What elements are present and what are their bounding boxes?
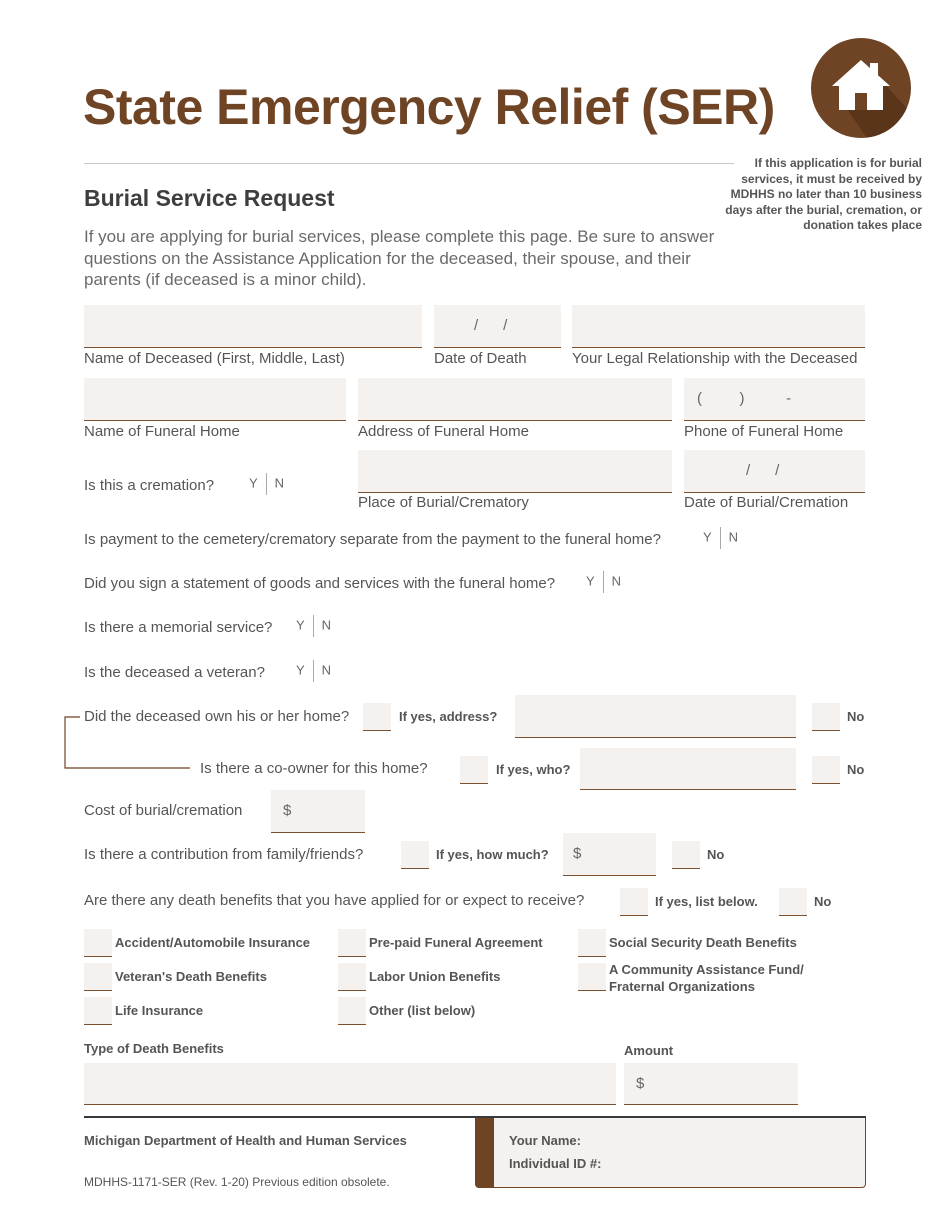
if-yes-list-label: If yes, list below. (655, 894, 758, 909)
type-of-benefits-label: Type of Death Benefits (84, 1041, 224, 1056)
cost-input[interactable] (271, 790, 365, 833)
payment-separate-question: Is payment to the cemetery/crematory separate from the payment to the funeral home? (84, 531, 661, 548)
applicant-id-box[interactable] (475, 1118, 866, 1188)
social-security-label: Social Security Death Benefits (609, 935, 797, 950)
yes-option[interactable]: Y (703, 529, 712, 545)
cremation-question: Is this a cremation? (84, 477, 215, 494)
co-owner-no-label: No (847, 762, 865, 777)
form-title: State Emergency Relief (SER) (83, 79, 775, 135)
accident-insurance-checkbox[interactable] (84, 929, 112, 957)
funeral-home-phone-label: Phone of Funeral Home (684, 423, 844, 440)
prepaid-funeral-label: Pre-paid Funeral Agreement (369, 935, 543, 950)
prepaid-funeral-checkbox[interactable] (338, 929, 366, 957)
funeral-home-address-label: Address of Funeral Home (358, 423, 529, 440)
own-home-no-checkbox[interactable] (812, 703, 840, 731)
agency-name: Michigan Department of Health and Human Services (84, 1133, 407, 1148)
life-insurance-label: Life Insurance (115, 1003, 204, 1018)
cost-question: Cost of burial/cremation (84, 802, 243, 819)
burial-date-input[interactable] (684, 450, 865, 493)
individual-id-label: Individual ID #: (509, 1156, 602, 1171)
death-benefits-no-checkbox[interactable] (779, 888, 807, 916)
date-of-death-input[interactable] (434, 305, 561, 348)
funeral-home-name-input[interactable] (84, 378, 346, 421)
own-home-question: Did the deceased own his or her home? (84, 708, 350, 725)
currency-symbol: $ (573, 845, 582, 862)
co-owner-input[interactable] (580, 748, 796, 790)
own-home-yes-checkbox[interactable] (363, 703, 391, 731)
no-option[interactable]: N (611, 573, 622, 589)
accident-insurance-label: Accident/Automobile Insurance (115, 935, 311, 950)
yes-option[interactable]: Y (586, 573, 595, 589)
veterans-benefits-label: Veteran's Death Benefits (115, 969, 267, 984)
yn-divider (603, 571, 604, 593)
date-placeholder: / / (746, 462, 780, 479)
yes-option[interactable]: Y (296, 662, 305, 678)
own-home-no-label: No (847, 709, 865, 724)
community-fund-label: A Community Assistance Fund/ (609, 962, 804, 977)
veteran-question: Is the deceased a veteran? (84, 664, 265, 681)
if-yes-how-much-label: If yes, how much? (436, 847, 549, 862)
labor-union-checkbox[interactable] (338, 963, 366, 991)
if-yes-address-label: If yes, address? (399, 709, 498, 724)
if-yes-who-label: If yes, who? (496, 762, 571, 777)
title-divider (84, 163, 734, 164)
contribution-question: Is there a contribution from family/friends? (84, 846, 364, 863)
yn-divider (266, 473, 267, 495)
yn-divider (720, 527, 721, 549)
relationship-input[interactable] (572, 305, 865, 348)
phone-placeholder: ( ) - (697, 390, 792, 407)
social-security-checkbox[interactable] (578, 929, 606, 957)
yes-option[interactable]: Y (296, 617, 305, 633)
benefit-amount-input[interactable] (624, 1063, 798, 1105)
form-number: MDHHS-1171-SER (Rev. 1-20) Previous edition obsolete. (84, 1175, 390, 1189)
burial-date-label: Date of Burial/Cremation (684, 494, 849, 511)
memorial-question: Is there a memorial service? (84, 619, 273, 636)
house-icon (811, 38, 911, 138)
relationship-label: Your Legal Relationship with the Deceased (572, 350, 858, 367)
statement-signed-yn[interactable] (586, 571, 621, 593)
intro-text: If you are applying for burial services, please complete this page. Be sure to answer questions on the Assistance Application for the deceased, their spouse, and their parents (if deceased is a minor child). (84, 227, 715, 289)
other-benefit-checkbox[interactable] (338, 997, 366, 1025)
death-benefits-no-label: No (814, 894, 832, 909)
no-option[interactable]: N (321, 662, 332, 678)
co-owner-no-checkbox[interactable] (812, 756, 840, 784)
funeral-home-name-label: Name of Funeral Home (84, 423, 240, 440)
co-owner-yes-checkbox[interactable] (460, 756, 488, 784)
other-benefit-label: Other (list below) (369, 1003, 476, 1018)
life-insurance-checkbox[interactable] (84, 997, 112, 1025)
no-option[interactable]: N (321, 617, 332, 633)
yes-option[interactable]: Y (249, 475, 258, 491)
co-owner-question: Is there a co-owner for this home? (200, 760, 428, 777)
date-placeholder: / / (474, 317, 508, 334)
yn-divider (313, 615, 314, 637)
burial-place-label: Place of Burial/Crematory (358, 494, 529, 511)
no-option[interactable]: N (274, 475, 285, 491)
funeral-home-address-input[interactable] (358, 378, 672, 421)
yn-divider (313, 660, 314, 682)
statement-signed-question: Did you sign a statement of goods and services with the funeral home? (84, 575, 556, 592)
veterans-benefits-checkbox[interactable] (84, 963, 112, 991)
id-box-accent (476, 1118, 494, 1187)
no-option[interactable]: N (728, 529, 739, 545)
date-of-death-label: Date of Death (434, 350, 527, 367)
contribution-no-checkbox[interactable] (672, 841, 700, 869)
community-fund-checkbox[interactable] (578, 963, 606, 991)
payment-separate-yn[interactable] (703, 527, 738, 549)
labor-union-label: Labor Union Benefits (369, 969, 501, 984)
veteran-yn[interactable] (296, 660, 331, 682)
type-of-benefits-input[interactable] (84, 1063, 616, 1105)
contribution-no-label: No (707, 847, 725, 862)
cremation-yn[interactable] (249, 473, 284, 495)
memorial-yn[interactable] (296, 615, 331, 637)
currency-symbol: $ (283, 802, 292, 819)
name-of-deceased-label: Name of Deceased (First, Middle, Last) (84, 350, 345, 367)
currency-symbol: $ (636, 1075, 645, 1092)
name-of-deceased-input[interactable] (84, 305, 422, 348)
death-benefits-question: Are there any death benefits that you have applied for or expect to receive? (84, 892, 585, 909)
burial-deadline-notice: If this application is for burial services, it must be received by MDHHS no later than 10 business days after the burial, cremation, or donation takes place (725, 156, 922, 232)
your-name-label: Your Name: (509, 1133, 581, 1148)
funeral-home-phone-input[interactable] (684, 378, 865, 421)
burial-place-input[interactable] (358, 450, 672, 493)
section-title: Burial Service Request (84, 185, 335, 211)
contribution-amount-input[interactable] (563, 833, 656, 876)
fraternal-organizations-label: Fraternal Organizations (609, 979, 755, 994)
home-address-input[interactable] (515, 695, 796, 738)
amount-label: Amount (624, 1043, 674, 1058)
contribution-yes-checkbox[interactable] (401, 841, 429, 869)
death-benefits-yes-checkbox[interactable] (620, 888, 648, 916)
